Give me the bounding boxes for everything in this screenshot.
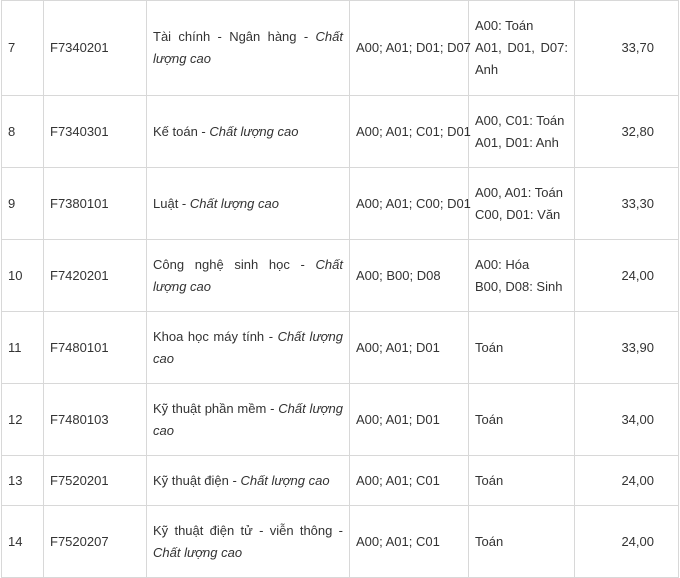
main-subject-line: Anh xyxy=(475,62,499,77)
cutoff-score: 33,70 xyxy=(575,1,679,96)
cutoff-score: 33,30 xyxy=(575,168,679,240)
main-subject xyxy=(469,384,575,456)
cutoff-score: 34,00 xyxy=(575,384,679,456)
main-subject-line: Toán xyxy=(475,411,504,427)
major-code: F7520201 xyxy=(44,456,147,506)
main-subject-line: B00, D08: Sinh xyxy=(475,278,563,294)
main-subject-line: A00, C01: Toán xyxy=(475,112,565,128)
main-subject xyxy=(469,456,575,506)
table-row xyxy=(2,506,679,578)
subject-combinations: A00; A01; D01 xyxy=(350,384,469,456)
quality-label: Chất lượng cao xyxy=(189,195,279,211)
row-number: 13 xyxy=(2,456,44,506)
subject-combinations: A00; B00; D08 xyxy=(350,240,469,312)
admission-scores-table xyxy=(1,0,679,578)
main-subject xyxy=(469,312,575,384)
table-row xyxy=(2,456,679,506)
major-code: F7340201 xyxy=(44,1,147,96)
subject-combinations: A00; A01; D01; D07 xyxy=(350,1,469,96)
quality-label: Chất lượng cao xyxy=(153,256,343,294)
main-subject-line: A00, A01: Toán xyxy=(475,184,563,200)
table-row xyxy=(2,1,679,96)
major-name: Kỹ thuật điện tử - viễn thông - Chất lượng cao xyxy=(147,506,350,578)
row-number: 7 xyxy=(2,1,44,96)
cutoff-score: 32,80 xyxy=(575,96,679,168)
subject-combinations: A00; A01; C01 xyxy=(350,506,469,578)
major-name: Luật - Chất lượng cao xyxy=(147,168,350,240)
major-name: Khoa học máy tính - Chất lượng cao xyxy=(147,312,350,384)
subject-combinations: A00; A01; C00; D01 xyxy=(350,168,469,240)
main-subject-line: A00: Hóa xyxy=(475,256,530,272)
main-subject-line: A01, D01, D07: xyxy=(475,40,568,55)
main-subject xyxy=(469,240,575,312)
main-subject-line: Toán xyxy=(475,533,504,549)
table-row xyxy=(2,240,679,312)
quality-label: Chất lượng cao xyxy=(240,472,330,488)
main-subject-line: Toán xyxy=(475,472,504,488)
row-number: 8 xyxy=(2,96,44,168)
major-name: Công nghệ sinh học - Chất lượng cao xyxy=(147,240,350,312)
main-subject xyxy=(469,96,575,168)
main-subject xyxy=(469,506,575,578)
row-number: 14 xyxy=(2,506,44,578)
subject-combinations: A00; A01; D01 xyxy=(350,312,469,384)
main-subject xyxy=(469,168,575,240)
cutoff-score: 24,00 xyxy=(575,506,679,578)
main-subject xyxy=(469,1,575,96)
quality-label: Chất lượng cao xyxy=(153,29,343,66)
row-number: 10 xyxy=(2,240,44,312)
main-subject-line: Toán xyxy=(475,339,504,355)
major-code: F7480101 xyxy=(44,312,147,384)
main-subject-line: C00, D01: Văn xyxy=(475,206,561,222)
cutoff-score: 24,00 xyxy=(575,240,679,312)
table-row xyxy=(2,312,679,384)
cutoff-score: 24,00 xyxy=(575,456,679,506)
major-name: Kỹ thuật phần mềm - Chất lượng cao xyxy=(147,384,350,456)
table-row xyxy=(2,96,679,168)
main-subject-line: A00: Toán xyxy=(475,18,534,33)
main-subject-line: A01, D01: Anh xyxy=(475,134,559,150)
quality-label: Chất lượng cao xyxy=(153,544,243,560)
quality-label: Chất lượng cao xyxy=(153,328,343,366)
major-name: Kế toán - Chất lượng cao xyxy=(147,96,350,168)
major-code: F7420201 xyxy=(44,240,147,312)
table-row xyxy=(2,168,679,240)
row-number: 9 xyxy=(2,168,44,240)
subject-combinations: A00; A01; C01; D01 xyxy=(350,96,469,168)
row-number: 12 xyxy=(2,384,44,456)
quality-label: Chất lượng cao xyxy=(153,400,343,438)
cutoff-score: 33,90 xyxy=(575,312,679,384)
major-code: F7520207 xyxy=(44,506,147,578)
subject-combinations: A00; A01; C01 xyxy=(350,456,469,506)
quality-label: Chất lượng cao xyxy=(209,123,299,139)
row-number: 11 xyxy=(2,312,44,384)
major-code: F7380101 xyxy=(44,168,147,240)
major-code: F7340301 xyxy=(44,96,147,168)
major-code: F7480103 xyxy=(44,384,147,456)
major-name: Tài chính - Ngân hàng - Chất lượng cao xyxy=(147,1,350,96)
major-name: Kỹ thuật điện - Chất lượng cao xyxy=(147,456,350,506)
table-row xyxy=(2,384,679,456)
